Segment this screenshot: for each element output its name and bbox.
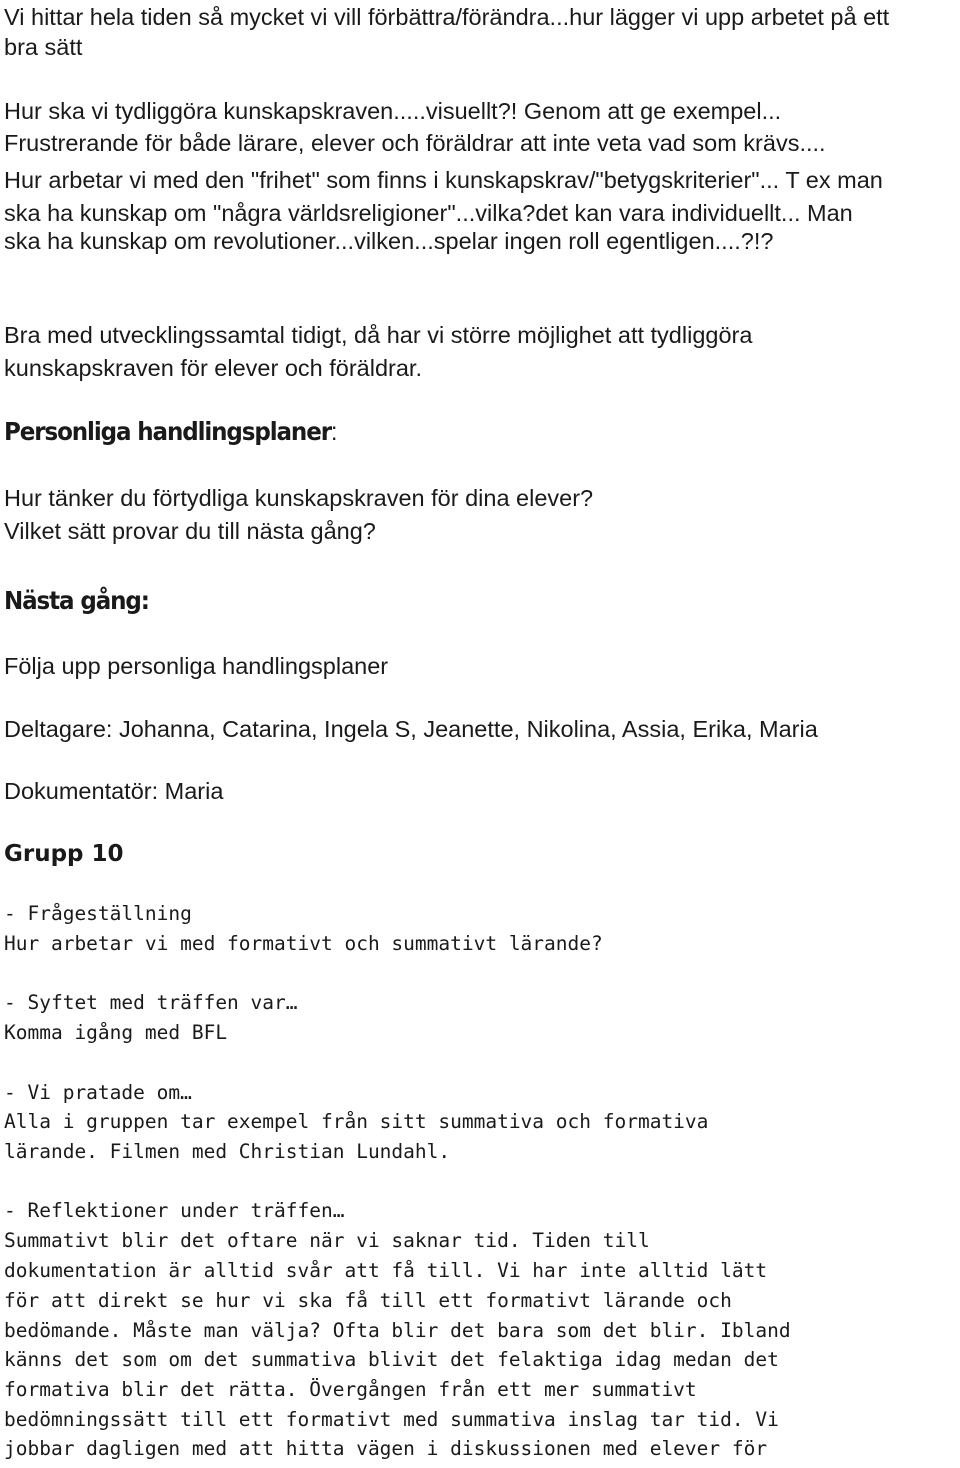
participants: Deltagare: Johanna, Catarina, Ingela S, Jeanette, Nikolina, Assia, Erika, Maria [4,716,818,742]
next-line-1: Följa upp personliga handlingsplaner [4,653,389,679]
purpose-text: Komma igång med BFL [4,1021,228,1044]
plans-heading-colon: : [330,418,338,446]
intro-line-3: Hur ska vi tydliggöra kunskapskraven.....visuellt?! Genom att ge exempel... [4,98,782,124]
group-heading: Grupp 10 [4,841,124,867]
reflect-line: formativa blir det rätta. Övergången från ett mer summativt [4,1378,697,1401]
reflect-line: känns det som om det summativa blivit det felaktiga idag medan det [4,1348,779,1371]
documenter: Dokumentatör: Maria [4,778,224,804]
intro-line-1: Vi hittar hela tiden så mycket vi vill förbättra/förändra...hur lägger vi upp arbetet på ett [4,4,890,30]
next-heading: Nästa gång: [4,586,149,615]
plans-line-2: Vilket sätt provar du till nästa gång? [4,518,376,544]
reflect-line: bedömningssätt till ett formativt med summativa inslag tar tid. Vi [4,1408,779,1431]
reflect-label: - Reflektioner under träffen… [4,1199,345,1222]
plans-heading [4,415,337,449]
reflect-line: Summativt blir det oftare när vi saknar tid. Tiden till [4,1229,650,1252]
question-text: Hur arbetar vi med formativt och summativt lärande? [4,932,603,955]
intro-line-4: Frustrerande för både lärare, elever och föräldrar att inte veta vad som krävs.... [4,130,826,156]
intro-line-9: kunskapskraven för elever och föräldrar. [4,355,422,381]
intro-line-2: bra sätt [4,34,83,60]
plans-heading-text: Personliga handlingsplaner [4,417,331,446]
intro-line-5: Hur arbetar vi med den "frihet" som finns i kunskapskrav/"betygskriterier"... T ex man [4,167,883,193]
intro-line-7: ska ha kunskap om revolutioner...vilken...spelar ingen roll egentligen....?!? [4,228,774,254]
question-label: - Frågeställning [4,902,192,925]
plans-line-1: Hur tänker du förtydliga kunskapskraven för dina elever? [4,485,594,511]
intro-line-6: ska ha kunskap om "några världsreligioner"...vilka?det kan vara individuellt... Man [4,200,853,226]
reflect-line: bedömande. Måste man välja? Ofta blir det bara som det blir. Ibland [4,1319,791,1342]
reflect-line: jobbar dagligen med att hitta vägen i diskussionen med elever för [4,1437,768,1460]
talked-label: - Vi pratade om… [4,1081,192,1104]
purpose-label: - Syftet med träffen var… [4,991,298,1014]
talked-line-2: lärande. Filmen med Christian Lundahl. [4,1140,451,1163]
talked-line-1: Alla i gruppen tar exempel från sitt summativa och formativa [4,1110,709,1133]
reflect-line: för att direkt se hur vi ska få till ett formativt lärande och [4,1289,732,1312]
reflect-line: dokumentation är alltid svår att få till. Vi har inte alltid lätt [4,1259,768,1282]
intro-line-8: Bra med utvecklingssamtal tidigt, då har vi större möjlighet att tydliggöra [4,322,753,348]
